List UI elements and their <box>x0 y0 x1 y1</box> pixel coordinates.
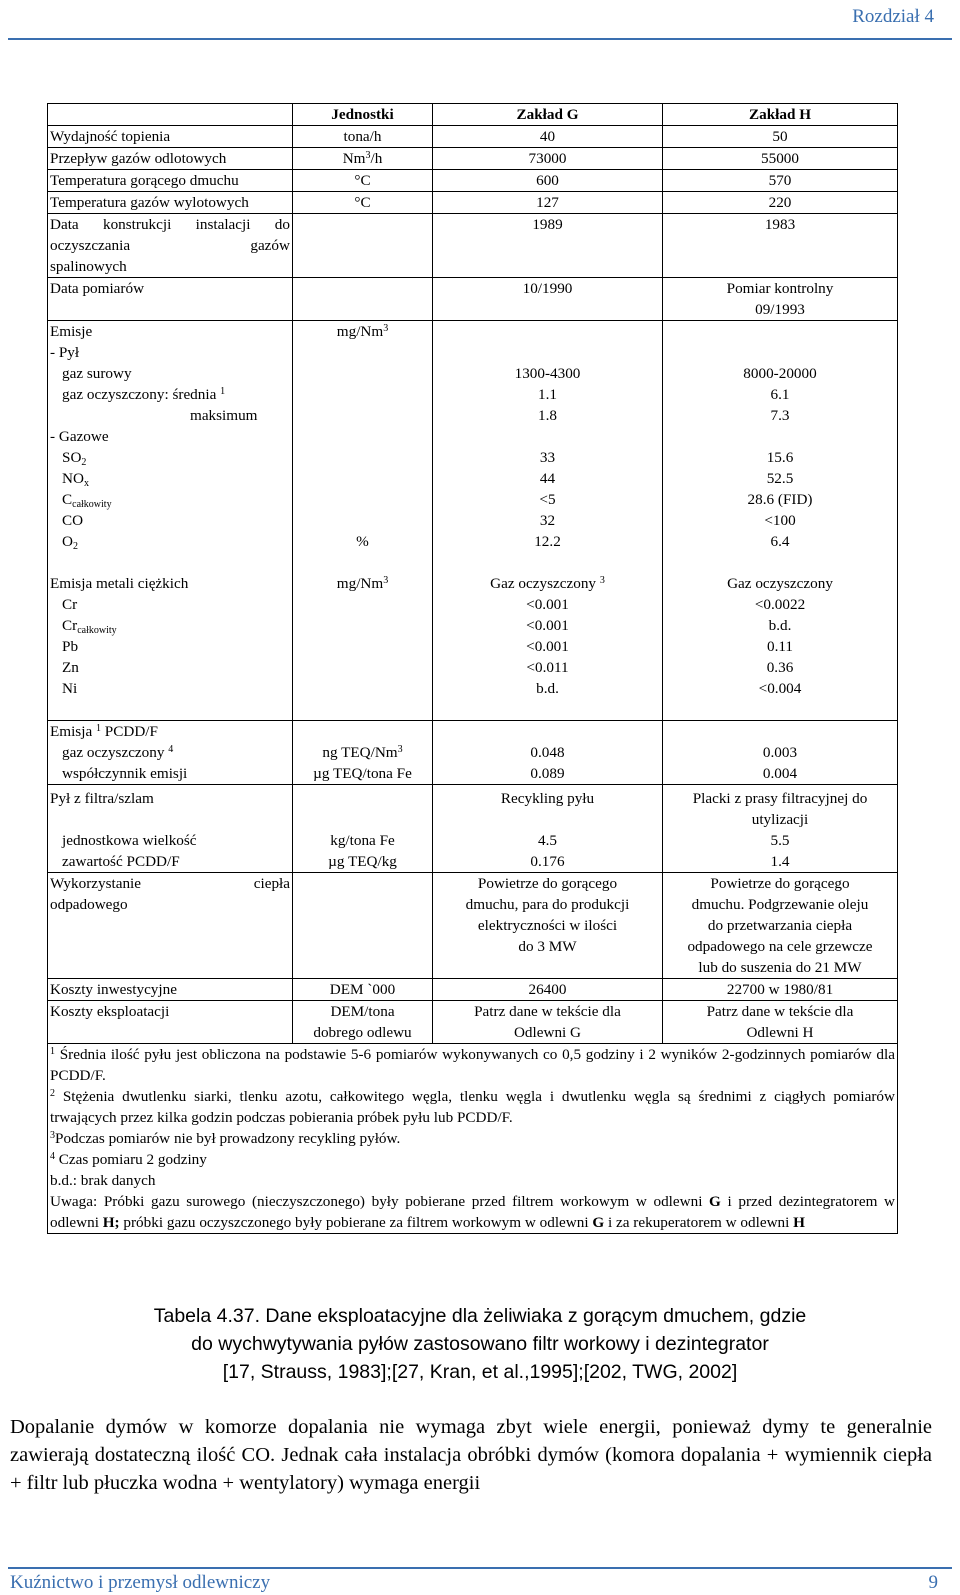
header-rule <box>8 38 952 40</box>
row-label: Temperatura gorącego dmuchu <box>48 170 293 192</box>
chapter-header: Rozdział 4 <box>852 6 934 27</box>
footnotes <box>48 1044 898 1234</box>
table-row <box>48 278 898 321</box>
footnote-2: $^2$ Stężenia dwutlenku siarki, tlenku azotu, całkowitego węgla, tlenku węgla i dwutlenku węgla są średnimi z ciągłych pomiarów trwających przez kilka godzin podczas pobierania próbek pyłu lub PCDD/F. <box>50 1088 895 1126</box>
col-header-plant-h: Zakład H <box>663 104 898 126</box>
filter-dust-values-h: Placki z prasy filtracyjnej do utylizacji 5.5 1.4 <box>663 785 898 873</box>
footnote-4: $^4$ Czas pomiaru 2 godziny <box>50 1151 207 1168</box>
value-g: 600 <box>433 170 663 192</box>
table-row <box>48 170 898 192</box>
pcdd-values-g: 0.048 0.089 <box>433 721 663 785</box>
table-row <box>48 148 898 170</box>
emissions-values-g: 1300-4300 1.1 1.8 33 44 <5 32 12.2 <box>433 321 663 574</box>
emissions-labels: Emisje - Pył gaz surowy gaz oczyszczony: średnia $^1$ maksimum - Gazowe $SO_2$ $NO_x$ $C_{całkowity}$ CO $O_2$ <box>48 321 293 574</box>
emissions-row <box>48 321 898 574</box>
row-unit: DEM `000 <box>293 979 433 1001</box>
value-h: Patrz dane w tekście dla Odlewni H <box>663 1001 898 1044</box>
value-h: 1983 <box>663 214 898 278</box>
value-h: 50 <box>663 126 898 148</box>
footnote-note: Uwaga: Próbki gazu surowego (nieczyszczonego) były pobierane przed filtrem workowym w odlewni G i przed dezintegratorem w odlewni H; próbki gazu oczyszczonego były pobierane za filtrem workowym w odlewni G i za rekuperatorem w odlewni H <box>50 1193 895 1231</box>
value-h: 55000 <box>663 148 898 170</box>
value-g: 10/1990 <box>433 278 663 321</box>
row-unit: °C <box>293 192 433 214</box>
heat-recovery-label: Wykorzystanie ciepła odpadowego <box>48 873 293 979</box>
filter-dust-units: kg/tona Fe µg TEQ/kg <box>293 785 433 873</box>
footnote-3: $^3$Podczas pomiarów nie był prowadzony recykling pyłów. <box>50 1130 401 1147</box>
page-number: 9 <box>928 1572 938 1593</box>
pcdd-labels: Emisja $^1$ PCDD/F gaz oczyszczony $^4$ współczynnik emisji <box>48 721 293 785</box>
metals-labels: Emisja metali ciężkich Cr $Cr_{całkowity}$ Pb Zn Ni <box>48 573 293 721</box>
row-label: Data pomiarów <box>48 278 293 321</box>
heat-recovery-row <box>48 873 898 979</box>
value-h: 22700 w 1980/81 <box>663 979 898 1001</box>
value-h: Pomiar kontrolny 09/1993 <box>663 278 898 321</box>
value-g: 40 <box>433 126 663 148</box>
row-label: Koszty inwestycyjne <box>48 979 293 1001</box>
header-empty <box>48 104 293 126</box>
filter-dust-labels: Pył z filtra/szlam jednostkowa wielkość zawartość PCDD/F <box>48 785 293 873</box>
footer-rule <box>8 1567 952 1569</box>
pcdd-values-h: 0.003 0.004 <box>663 721 898 785</box>
metals-values-h: Gaz oczyszczony <0.0022 b.d. 0.11 0.36 <0.004 <box>663 573 898 721</box>
value-g: Patrz dane w tekście dla Odlewni G <box>433 1001 663 1044</box>
body-paragraph: Dopalanie dymów w komorze dopalania nie wymaga zbyt wiele energii, ponieważ dymy te generalnie zawierają dostateczną ilość CO. Jednak cała instalacja obróbki dymów (komora dopalania + wymiennik ciepła + filtr lub płuczka wodna + wentylatory) wymaga energii <box>10 1416 932 1494</box>
row-unit: °C <box>293 170 433 192</box>
footer-title: Kuźnictwo i przemysł odlewniczy <box>10 1572 271 1593</box>
row-unit: DEM/tona dobrego odlewu <box>293 1001 433 1044</box>
table-row <box>48 192 898 214</box>
pcdd-units: ng TEQ/Nm$^3$ µg TEQ/tona Fe <box>293 721 433 785</box>
emissions-units: mg/Nm$^3$ % <box>293 321 433 574</box>
filter-dust-values-g: Recykling pyłu 4.5 0.176 <box>433 785 663 873</box>
table-caption: Tabela 4.37. Dane eksploatacyjne dla żeliwiaka z gorącym dmuchem, gdzie do wychwytywania pyłów zastosowano filtr workowy i dezintegrator [17, Strauss, 1983];[27, Kran, et al.,1995];[202, TWG, 2002] <box>153 1305 807 1383</box>
heat-recovery-unit <box>293 873 433 979</box>
value-g: 26400 <box>433 979 663 1001</box>
header-row <box>48 104 898 126</box>
col-header-plant-g: Zakład G <box>433 104 663 126</box>
filter-dust-row <box>48 785 898 873</box>
row-label: Temperatura gazów wylotowych <box>48 192 293 214</box>
footnote-bd: b.d.: brak danych <box>50 1172 156 1189</box>
value-g: 73000 <box>433 148 663 170</box>
table-row <box>48 979 898 1001</box>
row-label: Data konstrukcji instalacji do oczyszczania gazów spalinowych <box>48 214 293 278</box>
row-label: Wydajność topienia <box>48 126 293 148</box>
data-table <box>47 103 898 1234</box>
value-g: 127 <box>433 192 663 214</box>
metals-values-g: Gaz oczyszczony $^3$ <0.001 <0.001 <0.001 <0.011 b.d. <box>433 573 663 721</box>
row-unit <box>293 214 433 278</box>
footnotes-row <box>48 1044 898 1234</box>
row-unit <box>293 278 433 321</box>
value-h: 570 <box>663 170 898 192</box>
table-row <box>48 1001 898 1044</box>
row-unit: Nm$^3$/h <box>293 148 433 170</box>
emissions-values-h: 8000-20000 6.1 7.3 15.6 52.5 28.6 (FID) <100 6.4 <box>663 321 898 574</box>
metals-row <box>48 573 898 721</box>
col-header-units: Jednostki <box>293 104 433 126</box>
pcdd-row <box>48 721 898 785</box>
row-label: Koszty eksploatacji <box>48 1001 293 1044</box>
table-row <box>48 214 898 278</box>
heat-recovery-g: Powietrze do gorącego dmuchu, para do produkcji elektryczności w ilości do 3 MW <box>433 873 663 979</box>
metals-unit: mg/Nm$^3$ <box>293 573 433 721</box>
table-row <box>48 126 898 148</box>
footnote-1: $^1$ Średnia ilość pyłu jest obliczona na podstawie 5-6 pomiarów wykonywanych co 0,5 godziny i 2 wyników 2-godzinnych pomiarów dla PCDD/F. <box>50 1046 895 1084</box>
value-h: 220 <box>663 192 898 214</box>
value-g: 1989 <box>433 214 663 278</box>
row-label: Przepływ gazów odlotowych <box>48 148 293 170</box>
heat-recovery-h: Powietrze do gorącego dmuchu. Podgrzewanie oleju do przetwarzania ciepła odpadowego na cele grzewcze lub do suszenia do 21 MW <box>663 873 898 979</box>
row-unit: tona/h <box>293 126 433 148</box>
